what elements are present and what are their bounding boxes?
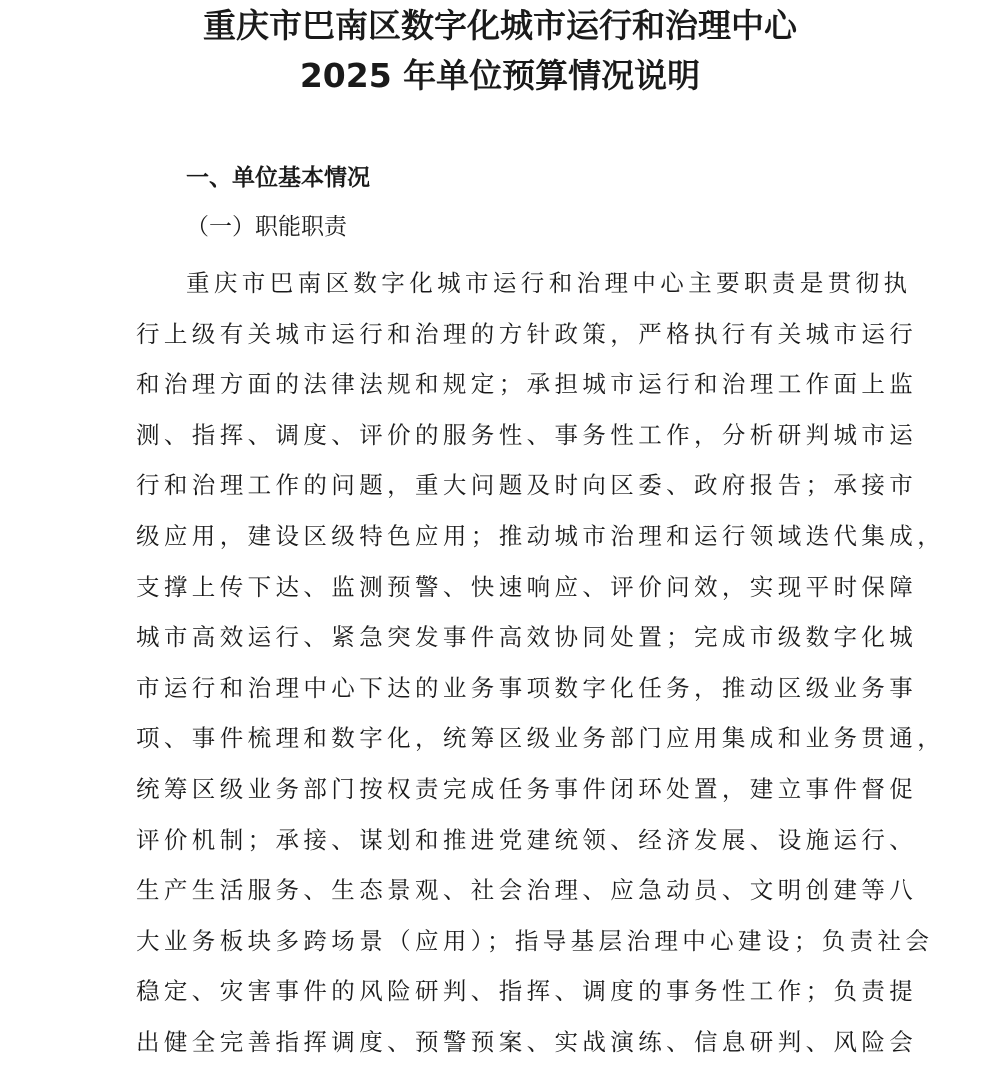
paragraph-line: 城市高效运行、紧急突发事件高效协同处置；完成市级数字化城: [136, 623, 918, 652]
body-paragraph: [136, 258, 946, 1068]
paragraph-line: 行和治理工作的问题，重大问题及时向区委、政府报告；承接市: [136, 471, 918, 500]
paragraph-line: 项、事件梳理和数字化，统筹区级业务部门应用集成和业务贯通，: [136, 724, 946, 753]
paragraph-line: 生产生活服务、生态景观、社会治理、应急动员、文明创建等八: [136, 876, 918, 905]
paragraph-line: 测、指挥、调度、评价的服务性、事务性工作，分析研判城市运: [136, 420, 918, 449]
paragraph-line: 评价机制；承接、谋划和推进党建统领、经济发展、设施运行、: [136, 825, 918, 854]
paragraph-line: 重庆市巴南区数字化城市运行和治理中心主要职责是贯彻执: [186, 269, 912, 297]
paragraph-line: 级应用，建设区级特色应用；推动城市治理和运行领域迭代集成，: [136, 521, 946, 550]
sub-heading: （一）职能职责: [186, 214, 347, 240]
paragraph-line: 稳定、灾害事件的风险研判、指挥、调度的事务性工作；负责提: [136, 977, 918, 1006]
paragraph-line: 支撑上传下达、监测预警、快速响应、评价问效，实现平时保障: [136, 572, 918, 601]
paragraph-line: 和治理方面的法律法规和规定；承担城市运行和治理工作面上监: [136, 370, 918, 399]
paragraph-line: 大业务板块多跨场景（应用）；指导基层治理中心建设；负责社会: [136, 926, 934, 955]
paragraph-line: 市运行和治理中心下达的业务事项数字化任务，推动区级业务事: [136, 673, 918, 702]
document-title-line-1: 重庆市巴南区数字化城市运行和治理中心: [203, 6, 797, 45]
paragraph-line: 统筹区级业务部门按权责完成任务事件闭环处置，建立事件督促: [136, 774, 918, 803]
document-title-line-2: 2025 年单位预算情况说明: [299, 56, 701, 95]
paragraph-line: 行上级有关城市运行和治理的方针政策，严格执行有关城市运行: [136, 319, 918, 348]
paragraph-line: 出健全完善指挥调度、预警预案、实战演练、信息研判、风险会: [136, 1027, 918, 1056]
section-heading: 一、单位基本情况: [186, 165, 370, 191]
